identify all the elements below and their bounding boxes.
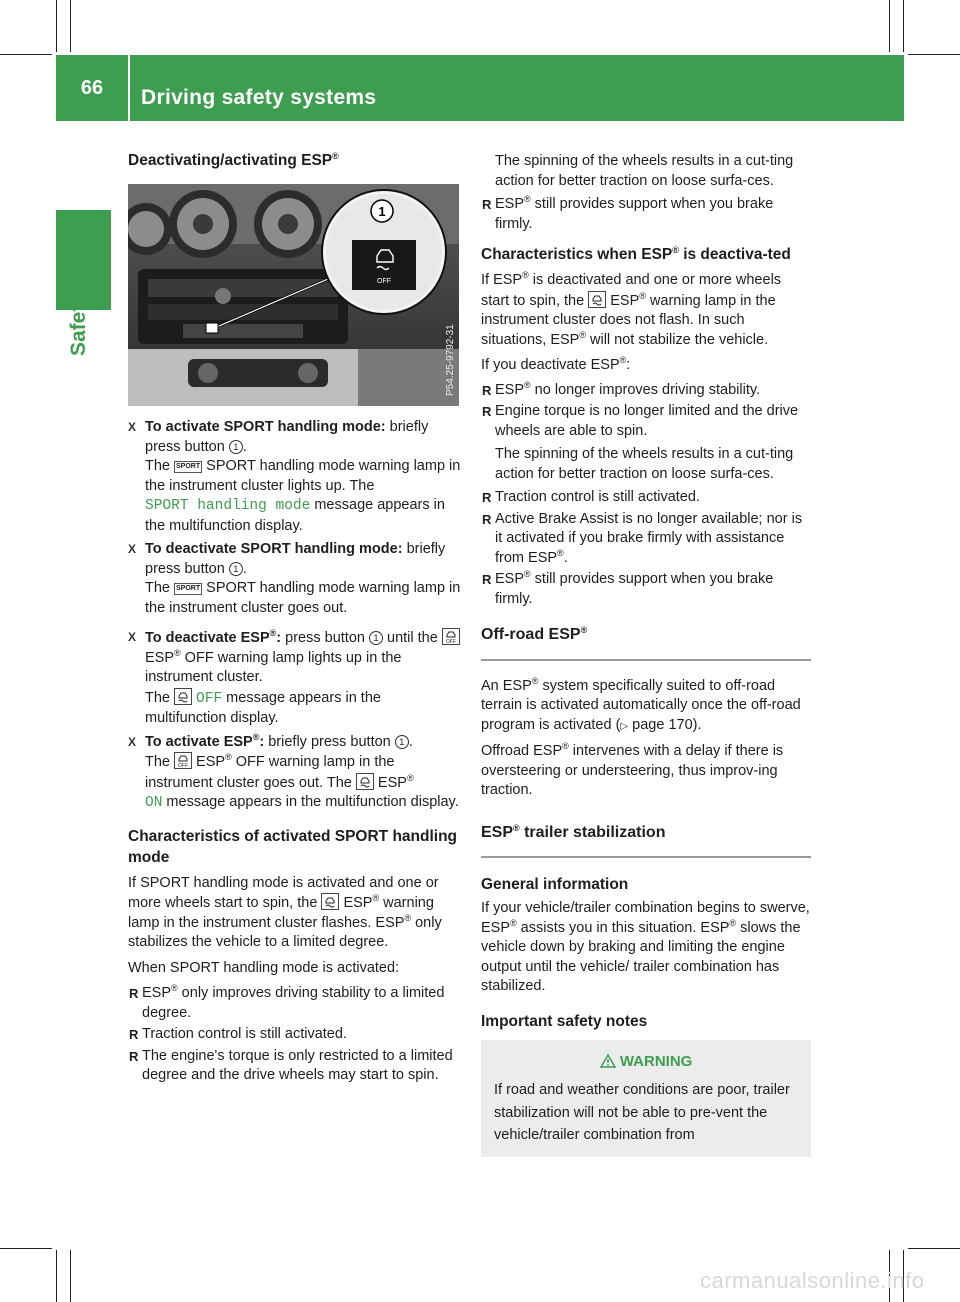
section-tab-label-wrap xyxy=(59,218,99,356)
chapter-title: Driving safety systems xyxy=(141,86,377,109)
list-item: R Active Brake Assist is no longer available; nor is it activated if you brake firmly with assistance from ESP®. xyxy=(482,510,803,566)
left-column xyxy=(128,150,462,1086)
button-1-icon: 1 xyxy=(229,440,243,454)
crop-mark xyxy=(56,1250,57,1302)
button-1-icon: 1 xyxy=(369,631,383,645)
esp-warning-icon xyxy=(174,688,192,705)
right-column xyxy=(481,152,811,1157)
list-item: R The engine's torque is only restricted to a limited degree and the drive wheels may start to spin. xyxy=(129,1047,453,1083)
crop-mark xyxy=(889,0,890,52)
section-title: ESP® trailer stabilization xyxy=(481,823,811,859)
button-1-icon: 1 xyxy=(395,735,409,749)
sport-icon: SPORT xyxy=(174,461,202,473)
list-item: R ESP® only improves driving stability to a limited degree. xyxy=(129,983,445,1021)
paragraph: If ESP® is deactivated and one or more wheels start to spin, the ESP® warning lamp in the instrument cluster does not flash. In such situations, ESP® will not stabilize the vehicle. xyxy=(481,270,782,348)
esp-off-icon xyxy=(442,628,460,645)
display-message: SPORT handling mode xyxy=(145,498,311,514)
paragraph: The spinning of the wheels results in a cut-ting action for better traction on loose surfa-ces. xyxy=(495,446,794,482)
crop-mark xyxy=(908,1248,960,1249)
list-item: R ESP® still provides support when you brake firmly. xyxy=(482,194,774,232)
esp-warning-icon xyxy=(588,291,606,308)
instruction-step: X To activate SPORT handling mode: briefly press button 1 . The SPORT SPORT handling mode warning lamp in the instrument cluster lights up. The SPORT handling mode message appears in the multifunction display. xyxy=(128,419,461,534)
page-ref-icon: ▷ xyxy=(620,720,629,732)
svg-text:OFF: OFF xyxy=(178,763,189,769)
esp-warning-icon xyxy=(321,893,339,910)
instruction-step: X To activate ESP®: briefly press button 1 . The OFF ESP® OFF warning lamp in the instrument cluster goes out. The ESP® ON message appears in the multifunction display. xyxy=(128,731,459,811)
list-item: R Engine torque is no longer limited and the drive wheels are able to spin. xyxy=(482,403,799,439)
esp-off-icon xyxy=(174,752,192,769)
list-item: R Traction control is still activated. xyxy=(482,489,700,505)
crop-mark xyxy=(908,54,960,55)
list-item: R ESP® still provides support when you brake firmly. xyxy=(482,569,774,607)
svg-text:1: 1 xyxy=(378,204,386,219)
crop-mark xyxy=(56,0,57,52)
paragraph: Offroad ESP® intervenes with a delay if there is oversteering or understeering, thus improv-ing traction. xyxy=(481,741,784,798)
dashboard-photo xyxy=(128,184,459,406)
header-divider xyxy=(128,55,130,121)
subsection-heading: General information xyxy=(481,876,629,893)
instruction-step: X To deactivate ESP®: press button 1 until the OFF ESP® OFF warning lamp lights up in the instrument cluster. The OFF message appears in the multifunction display. xyxy=(128,628,462,729)
page-number: 66 xyxy=(80,76,104,99)
subsection-heading: Important safety notes xyxy=(481,1012,648,1030)
button-1-icon: 1 xyxy=(229,562,243,576)
crop-mark xyxy=(70,0,71,52)
crop-mark xyxy=(70,1250,71,1302)
crop-mark xyxy=(0,54,52,55)
watermark: carmanualsonline.info xyxy=(700,1268,925,1293)
list-item: R Traction control is still activated. xyxy=(129,1026,347,1042)
section-heading: Characteristics when ESP® is deactiva-ted xyxy=(481,245,791,263)
warning-header: WARNING xyxy=(494,1052,798,1072)
warning-text: If road and weather conditions are poor, trailer stabilization will not be able to pre-vent the vehicle/trailer combination from xyxy=(494,1082,790,1143)
crop-mark xyxy=(903,0,904,52)
warning-triangle-icon xyxy=(600,1054,616,1068)
display-message: OFF xyxy=(196,690,223,707)
crop-mark xyxy=(0,1248,52,1249)
sport-icon: SPORT xyxy=(174,583,202,595)
section-heading: Deactivating/activating ESP® xyxy=(128,151,339,169)
esp-warning-icon xyxy=(356,773,374,790)
svg-text:P54.25-9792-31: P54.25-9792-31 xyxy=(445,324,456,396)
section-tab-label: Safety xyxy=(67,292,90,356)
paragraph: If SPORT handling mode is activated and one or more wheels start to spin, the ESP® warning lamp in the instrument cluster flashes. ESP® only stabilizes the vehicle to a limited degree. xyxy=(128,874,442,950)
dashboard-illustration xyxy=(128,184,459,406)
paragraph: If you deactivate ESP®: xyxy=(481,355,631,373)
list-item: R ESP® no longer improves driving stability. xyxy=(482,379,761,398)
warning-box xyxy=(481,1040,811,1157)
paragraph: If your vehicle/trailer combination begins to swerve, ESP® assists you in this situation. ESP® slows the vehicle down by braking and limiting the engine output until the vehicle/ trailer combination has stabilized. xyxy=(481,900,810,994)
svg-text:OFF: OFF xyxy=(445,639,456,645)
display-message: ON xyxy=(145,795,163,811)
svg-text:OFF: OFF xyxy=(377,278,391,285)
paragraph: When SPORT handling mode is activated: xyxy=(128,959,400,976)
paragraph: The spinning of the wheels results in a cut-ting action for better traction on loose surfa-ces. xyxy=(495,153,794,189)
instruction-step: X To deactivate SPORT handling mode: briefly press button 1 . The SPORT SPORT handling mode warning lamp in the instrument cluster goes out. xyxy=(128,541,461,616)
paragraph: An ESP® system specifically suited to off-road terrain is activated automatically once the off-road program is activated (▷ page 170). xyxy=(481,675,801,733)
section-title: Off-road ESP® xyxy=(481,625,811,661)
section-heading: Characteristics of activated SPORT handling mode xyxy=(128,827,458,866)
